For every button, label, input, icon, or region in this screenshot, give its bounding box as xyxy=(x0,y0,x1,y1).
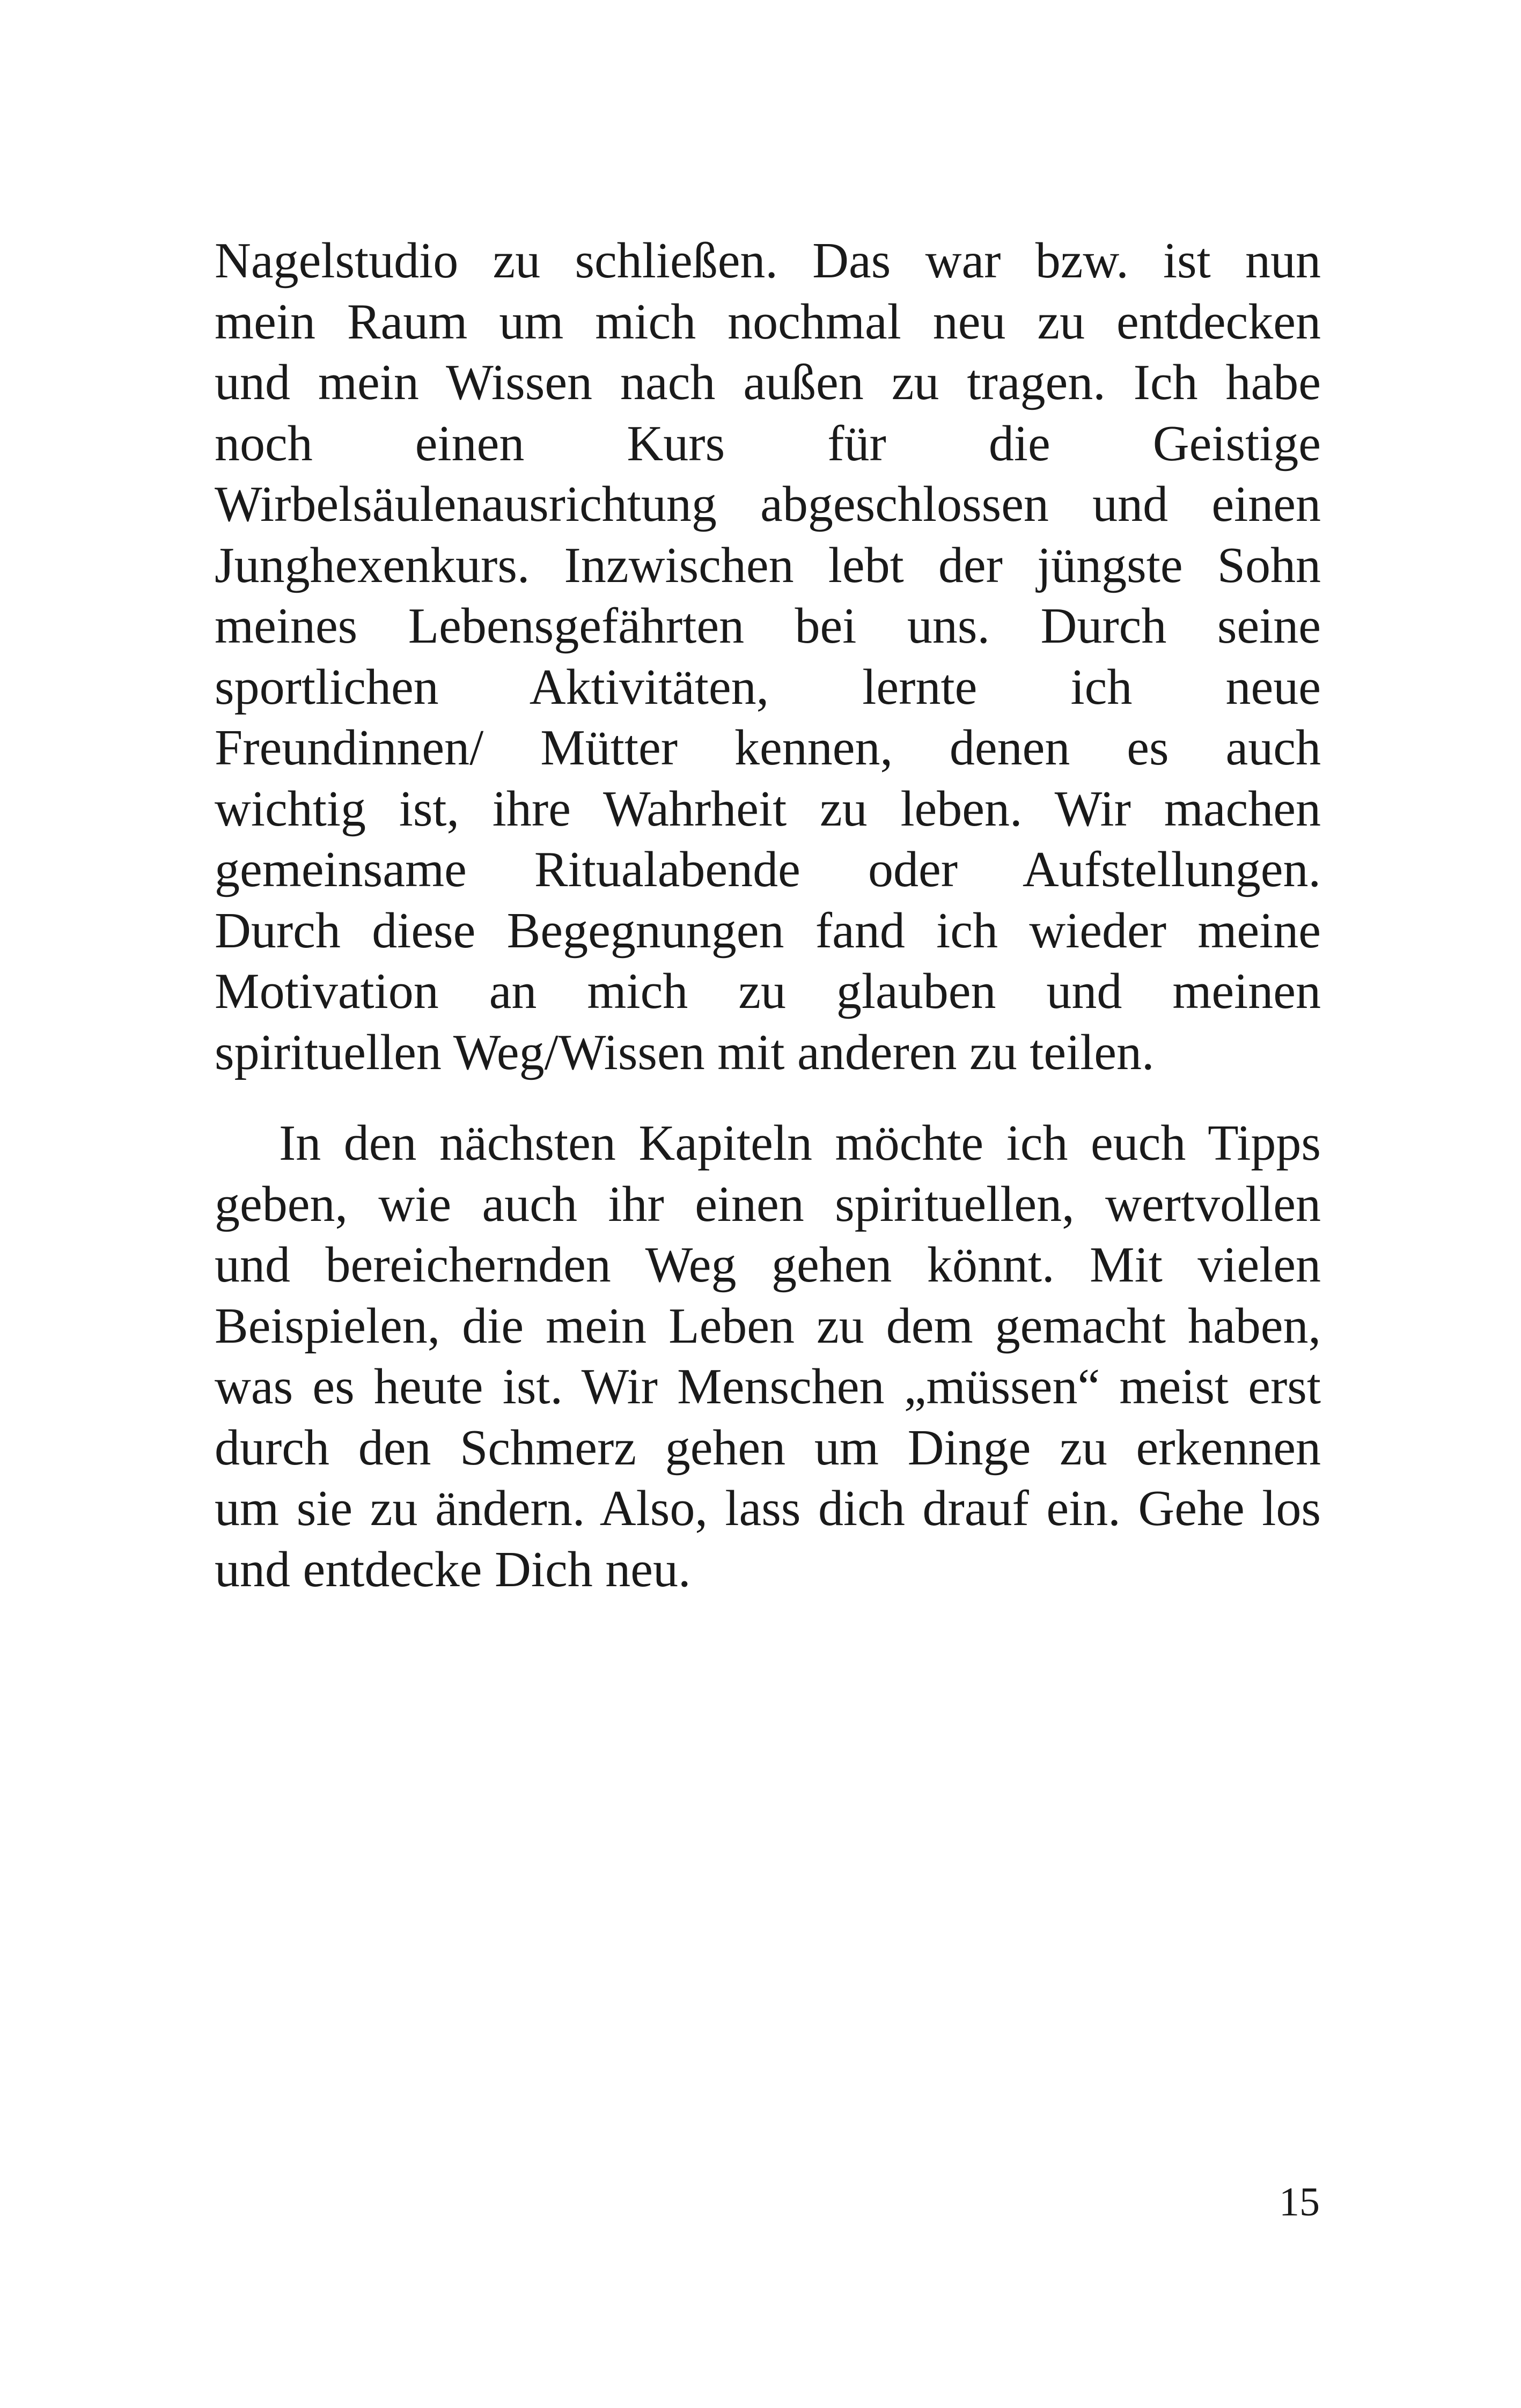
text-line: und mein Wissen nach außen zu tragen. Ich habe xyxy=(215,355,1321,410)
text-line: sportlichen Aktivitäten, lernte ich neue xyxy=(215,659,1321,715)
text-line: Wirbelsäulenausrichtung abgeschlossen und einen xyxy=(215,476,1321,532)
text-line: gemeinsame Ritualabende oder Aufstellungen. xyxy=(215,842,1321,897)
text-line: geben, wie auch ihr einen spirituellen, wertvollen xyxy=(215,1176,1321,1232)
text-line: Beispielen, die mein Leben zu dem gemacht haben, xyxy=(215,1298,1321,1354)
paragraph xyxy=(215,1113,1321,1600)
text-line: um sie zu ändern. Also, lass dich drauf ein. Gehe los xyxy=(215,1481,1321,1536)
paragraph xyxy=(215,231,1321,1083)
text-line: Nagelstudio zu schließen. Das war bzw. ist nun xyxy=(215,233,1321,289)
page-number: 15 xyxy=(1279,2179,1320,2225)
text-line: Durch diese Begegnungen fand ich wieder meine xyxy=(215,902,1321,959)
text-line: noch einen Kurs für die Geistige xyxy=(215,415,1321,472)
text-line: wichtig ist, ihre Wahrheit zu leben. Wir machen xyxy=(215,780,1321,837)
text-line: meines Lebensgefährten bei uns. Durch seine xyxy=(215,598,1321,654)
text-line: Junghexenkurs. Inzwischen lebt der jüngste Sohn xyxy=(215,537,1321,593)
text-line: was es heute ist. Wir Menschen „müssen“ meist erst xyxy=(215,1359,1321,1415)
text-line: und entdecke Dich neu. xyxy=(215,1541,691,1597)
text-line: In den nächsten Kapiteln möchte ich euch Tipps xyxy=(279,1115,1321,1171)
text-line: und bereichernden Weg gehen könnt. Mit vielen xyxy=(215,1237,1321,1293)
text-line: durch den Schmerz gehen um Dinge zu erkennen xyxy=(215,1419,1321,1476)
text-line: spirituellen Weg/Wissen mit anderen zu teilen. xyxy=(215,1024,1155,1080)
body-text xyxy=(215,231,1321,1600)
text-line: Motivation an mich zu glauben und meinen xyxy=(215,963,1321,1019)
text-line: Freundinnen/ Mütter kennen, denen es auch xyxy=(215,720,1321,776)
text-line: mein Raum um mich nochmal neu zu entdecken xyxy=(215,293,1321,350)
